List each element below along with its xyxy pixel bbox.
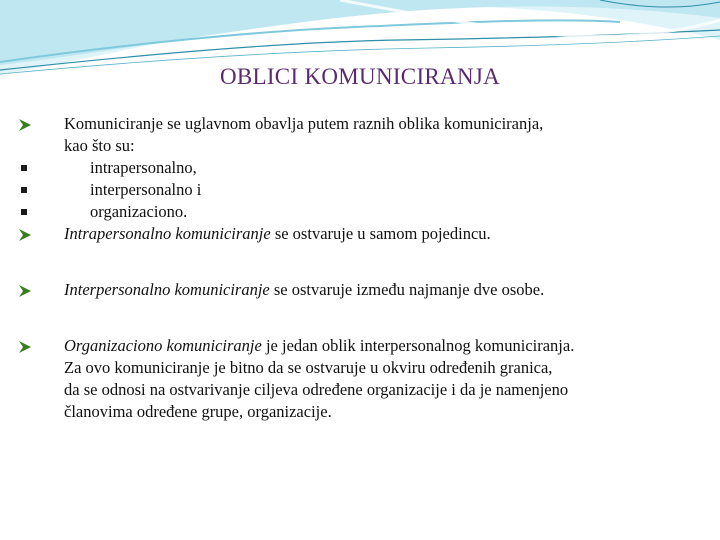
definition-line: članovima određene grupe, organizacije. (64, 402, 332, 421)
arrow-bullet-icon (18, 340, 32, 354)
definition-text: je jedan oblik interpersonalnog komuniciranja. (261, 336, 575, 355)
list-item-organizational (18, 335, 708, 423)
arrow-bullet-icon (18, 284, 32, 298)
intro-text-cont: kao što su: (64, 136, 135, 155)
square-bullet-icon (21, 187, 27, 193)
definition-line: Za ovo komuniciranje je bitno da se ostvaruje u okviru određenih granica, (64, 358, 553, 377)
list-item-intro (18, 113, 708, 157)
list-item-interpersonal (18, 279, 708, 301)
sub-item (18, 179, 708, 201)
square-bullet-icon (21, 209, 27, 215)
arrow-bullet-icon (18, 228, 32, 242)
term-text: Organizaciono komuniciranje (64, 336, 262, 355)
sub-item (18, 157, 708, 179)
list-item-intrapersonal (18, 223, 708, 245)
square-bullet-icon (21, 165, 27, 171)
arrow-bullet-icon (18, 118, 32, 132)
sub-item-label: intrapersonalno, (90, 158, 197, 177)
term-text: Intrapersonalno komuniciranje (64, 224, 271, 243)
content-body (18, 113, 708, 423)
term-text: Interpersonalno komuniciranje (64, 280, 270, 299)
definition-text: se ostvaruje u samom pojedincu. (270, 224, 491, 243)
definition-line: da se odnosi na ostvarivanje ciljeva određene organizacije i da je namenjeno (64, 380, 569, 399)
sub-item (18, 201, 708, 223)
definition-text: se ostvaruje između najmanje dve osobe. (269, 280, 545, 299)
intro-text: Komuniciranje se uglavnom obavlja putem raznih oblika komuniciranja, (64, 114, 544, 133)
page-title: OBLICI KOMUNICIRANJA (219, 64, 501, 89)
sub-item-label: organizaciono. (90, 202, 188, 221)
sub-item-label: interpersonalno i (90, 180, 202, 199)
